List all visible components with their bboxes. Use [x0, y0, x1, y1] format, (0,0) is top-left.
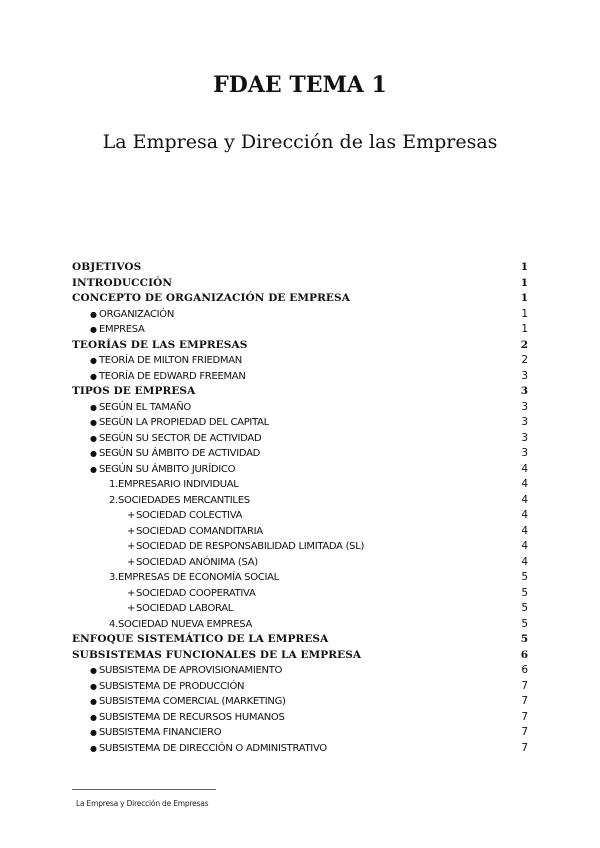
toc-page-number: 4: [521, 555, 528, 568]
toc-entry-text: SEGÚN SU ÁMBITO DE ACTIVIDAD: [99, 448, 261, 459]
toc-entry-label: [90, 415, 269, 431]
toc-entry[interactable]: [72, 400, 528, 416]
toc-entry[interactable]: [72, 710, 528, 726]
toc-entry[interactable]: [72, 291, 528, 307]
list-number: 3.: [109, 572, 118, 583]
toc-entry[interactable]: [72, 539, 528, 555]
toc-entry-label: [109, 477, 239, 493]
bullet-icon: ●: [90, 743, 97, 753]
toc-entry-text: ORGANIZACIÓN: [99, 308, 175, 320]
toc-entry[interactable]: [72, 508, 528, 524]
toc-entry-text: SUBSISTEMA COMERCIAL (MARKETING): [99, 696, 286, 707]
toc-page-number: 5: [521, 586, 528, 599]
list-number: 1.: [109, 479, 118, 490]
bullet-icon: ●: [90, 325, 97, 334]
toc-page-number: 5: [520, 633, 528, 645]
bullet-icon: ●: [90, 356, 97, 365]
toc-entry[interactable]: [72, 276, 528, 292]
toc-page-number: 3: [521, 400, 528, 413]
bullet-icon: ●: [90, 666, 97, 675]
toc-entry-label: [90, 431, 261, 447]
toc-entry-text: SUBSISTEMAS FUNCIONALES DE LA EMPRESA: [72, 648, 362, 661]
toc-page-number: 7: [521, 741, 528, 754]
document-title: FDAE TEMA 1: [213, 72, 387, 98]
toc-page-number: 4: [521, 509, 528, 521]
toc-entry-label: [109, 570, 279, 586]
toc-page-number: 1: [521, 323, 528, 335]
toc-entry-label: [90, 400, 191, 416]
toc-entry-label: [72, 632, 328, 648]
toc-page-number: 3: [520, 385, 528, 397]
bullet-icon: ●: [90, 728, 97, 737]
bullet-icon: ●: [90, 449, 97, 458]
toc-entry-text: SOCIEDAD LABORAL: [136, 603, 234, 614]
toc-entry-text: INTRODUCCIÓN: [72, 276, 173, 289]
toc-entry-label: [72, 648, 361, 664]
toc-entry-text: SEGÚN SU SECTOR DE ACTIVIDAD: [99, 432, 262, 444]
bullet-icon: ●: [90, 464, 97, 474]
toc-page-number: 4: [521, 540, 528, 552]
toc-entry[interactable]: [72, 260, 528, 276]
toc-page-number: 7: [521, 679, 528, 692]
toc-entry[interactable]: [72, 524, 528, 540]
toc-entry-label: [90, 663, 282, 679]
toc-entry[interactable]: [72, 725, 528, 741]
toc-entry-label: [127, 524, 263, 540]
toc-page-number: 3: [521, 416, 528, 428]
toc-entry-text: SEGÚN EL TAMAÑO: [99, 401, 191, 413]
toc-entry[interactable]: [72, 617, 528, 633]
toc-entry-text: SOCIEDAD COMANDITARIA: [136, 525, 263, 537]
toc-page-number: 4: [521, 493, 528, 506]
toc-entry-text: SUBSISTEMA DE PRODUCCIÓN: [99, 680, 245, 692]
toc-entry-label: [90, 725, 221, 741]
toc-entry-label: [90, 322, 145, 338]
toc-page-number: 1: [520, 261, 528, 273]
toc-entry[interactable]: [72, 679, 528, 695]
toc-page-number: 5: [521, 571, 528, 583]
toc-entry-text: SOCIEDAD ANÓNIMA (SA): [136, 556, 258, 568]
toc-entry-text: TEORÍA DE EDWARD FREEMAN: [99, 370, 246, 382]
toc-entry-label: [72, 291, 350, 307]
toc-entry[interactable]: [72, 477, 528, 493]
bullet-icon: ●: [90, 309, 97, 319]
plus-marker: +: [127, 556, 136, 568]
table-of-contents: [72, 260, 528, 756]
toc-entry-text: SUBSISTEMA DE APROVISIONAMIENTO: [99, 665, 283, 676]
toc-entry-text: TEORÍA DE MILTON FRIEDMAN: [99, 355, 242, 366]
toc-page-number: 6: [520, 648, 528, 661]
toc-page-number: 1: [521, 307, 528, 320]
toc-entry-text: OBJETIVOS: [72, 261, 142, 273]
plus-marker: +: [127, 510, 136, 521]
toc-entry[interactable]: [72, 462, 528, 478]
plus-marker: +: [127, 587, 136, 599]
toc-entry[interactable]: [72, 632, 528, 648]
page-footer: La Empresa y Dirección de Empresas: [76, 799, 209, 808]
bullet-icon: ●: [90, 697, 97, 706]
toc-entry[interactable]: [72, 601, 528, 617]
toc-page-number: 7: [521, 695, 528, 707]
toc-entry[interactable]: [72, 307, 528, 323]
toc-entry-label: [90, 462, 235, 478]
toc-entry-label: [90, 741, 327, 757]
toc-page-number: 7: [521, 726, 528, 738]
toc-entry-label: [72, 338, 247, 354]
toc-entry[interactable]: [72, 663, 528, 679]
plus-marker: +: [127, 525, 136, 537]
bullet-icon: ●: [90, 712, 97, 722]
toc-page-number: 3: [521, 431, 528, 444]
toc-page-number: 5: [521, 617, 528, 630]
toc-entry-text: SOCIEDAD COOPERATIVA: [136, 587, 256, 599]
toc-page-number: 2: [520, 338, 528, 351]
bullet-icon: ●: [90, 433, 97, 443]
toc-entry-text: SUBSISTEMA DE DIRECCIÓN O ADMINISTRATIVO: [99, 742, 327, 754]
toc-entry-text: ENFOQUE SISTEMÁTICO DE LA EMPRESA: [72, 633, 329, 645]
toc-entry[interactable]: [72, 322, 528, 338]
toc-page-number: 1: [520, 292, 528, 304]
toc-entry[interactable]: [72, 586, 528, 602]
toc-entry-text: SUBSISTEMA FINANCIERO: [99, 727, 222, 738]
toc-entry[interactable]: [72, 570, 528, 586]
toc-entry-label: [72, 276, 172, 292]
toc-entry-label: [72, 384, 195, 400]
plus-marker: +: [127, 603, 136, 614]
toc-entry-text: SEGÚN LA PROPIEDAD DEL CAPITAL: [99, 417, 269, 428]
toc-entry-text: SOCIEDAD DE RESPONSABILIDAD LIMITADA (SL): [136, 541, 365, 552]
footer-divider: [72, 789, 216, 790]
toc-entry-label: [90, 710, 285, 726]
toc-page-number: 2: [521, 354, 528, 366]
document-subtitle: La Empresa y Dirección de las Empresas: [102, 131, 498, 153]
toc-entry-label: [127, 539, 364, 555]
bullet-icon: ●: [90, 681, 97, 691]
toc-page-number: 1: [520, 276, 528, 289]
toc-entry[interactable]: [72, 431, 528, 447]
toc-page-number: 4: [521, 478, 528, 490]
toc-entry[interactable]: [72, 384, 528, 400]
toc-entry-text: EMPRESAS DE ECONOMÍA SOCIAL: [118, 572, 279, 583]
toc-entry-label: [127, 586, 256, 602]
toc-entry[interactable]: [72, 648, 528, 664]
toc-entry-text: TEORÍAS DE LAS EMPRESAS: [72, 338, 248, 351]
toc-page-number: 4: [521, 462, 528, 475]
toc-entry[interactable]: [72, 493, 528, 509]
toc-entry-label: [90, 369, 246, 385]
toc-entry-text: SUBSISTEMA DE RECURSOS HUMANOS: [99, 711, 285, 723]
toc-entry-label: [127, 555, 258, 571]
toc-entry[interactable]: [72, 415, 528, 431]
toc-page-number: 3: [521, 447, 528, 459]
list-number: 2.: [109, 494, 118, 506]
toc-entry-label: [90, 353, 242, 369]
toc-entry[interactable]: [72, 741, 528, 757]
toc-page-number: 6: [521, 664, 528, 676]
toc-entry[interactable]: [72, 446, 528, 462]
toc-entry-label: [72, 260, 141, 276]
toc-entry[interactable]: [72, 555, 528, 571]
toc-entry-text: SOCIEDAD COLECTIVA: [136, 510, 243, 521]
toc-entry-text: SEGÚN SU ÁMBITO JURÍDICO: [99, 463, 236, 475]
toc-entry-text: CONCEPTO DE ORGANIZACIÓN DE EMPRESA: [72, 292, 350, 304]
list-number: 4.: [109, 618, 118, 630]
toc-page-number: 4: [521, 524, 528, 537]
bullet-icon: ●: [90, 371, 97, 381]
toc-entry-text: TIPOS DE EMPRESA: [72, 385, 196, 397]
bullet-icon: ●: [90, 418, 97, 427]
toc-entry-label: [90, 679, 244, 695]
toc-entry[interactable]: [72, 694, 528, 710]
toc-entry-label: [90, 446, 260, 462]
toc-page-number: 5: [521, 602, 528, 614]
toc-entry-label: [109, 493, 250, 509]
toc-entry-label: [127, 601, 233, 617]
toc-entry-label: [127, 508, 242, 524]
toc-entry-label: [90, 694, 286, 710]
toc-entry-text: SOCIEDADES MERCANTILES: [118, 494, 250, 506]
toc-entry-label: [90, 307, 174, 323]
toc-entry-label: [109, 617, 252, 633]
toc-entry[interactable]: [72, 369, 528, 385]
toc-page-number: 7: [521, 710, 528, 723]
bullet-icon: ●: [90, 402, 97, 412]
toc-entry[interactable]: [72, 353, 528, 369]
toc-entry-text: SOCIEDAD NUEVA EMPRESA: [118, 618, 253, 630]
plus-marker: +: [127, 541, 136, 552]
toc-page-number: 3: [521, 369, 528, 382]
toc-entry-text: EMPRESARIO INDIVIDUAL: [118, 479, 239, 490]
toc-entry[interactable]: [72, 338, 528, 354]
toc-entry-text: EMPRESA: [99, 324, 145, 335]
